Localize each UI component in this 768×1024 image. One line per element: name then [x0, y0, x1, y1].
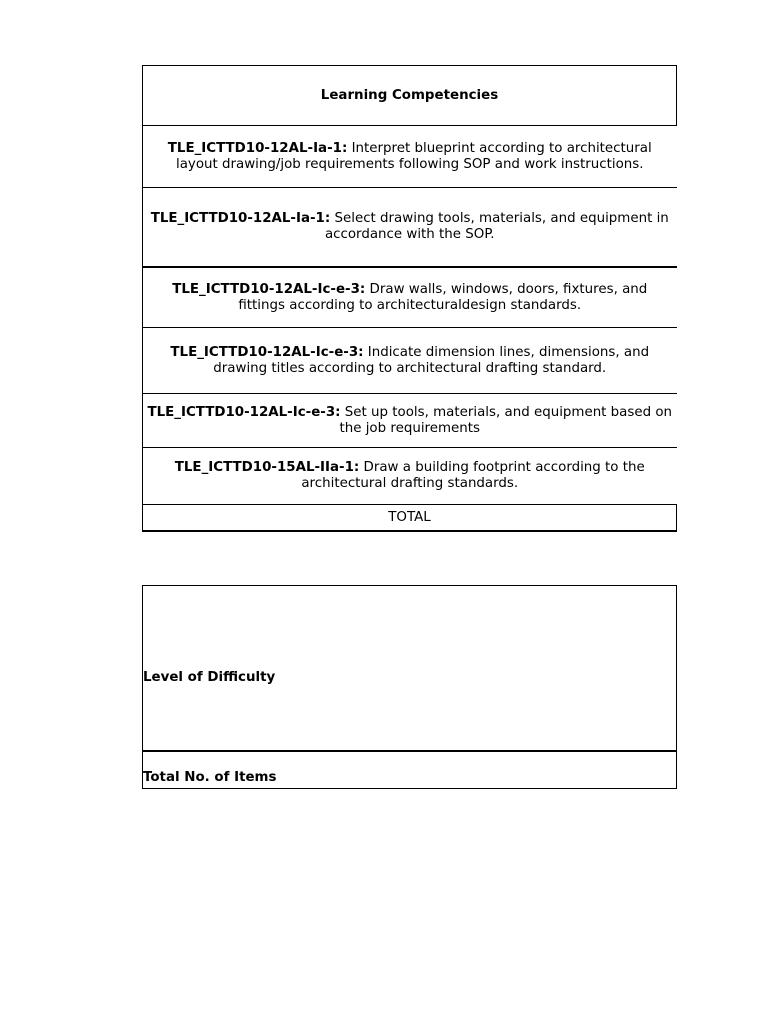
total-items-label: Total No. of Items [143, 769, 277, 785]
competency-text: Draw walls, windows, doors, fixtures, and fittings according to architecturaldesign standards. [238, 281, 648, 313]
difficulty-table [142, 585, 677, 789]
competency-cell [143, 126, 677, 188]
competency-text: Indicate dimension lines, dimensions, and drawing titles according to architectural drafting standard. [213, 344, 650, 376]
level-of-difficulty-label: Level of Difficulty [143, 669, 276, 685]
competency-text: Draw a building footprint according to the architectural drafting standards. [301, 460, 645, 491]
competency-cell [143, 328, 677, 394]
total-label: TOTAL [143, 505, 677, 532]
competency-text: Select drawing tools, materials, and equipment in accordance with the SOP. [324, 211, 669, 242]
competency-cell [143, 448, 677, 505]
competency-cell [143, 188, 677, 268]
competency-code: TLE_ICTTD10-12AL-Ic-e-3: [170, 344, 364, 360]
level-of-difficulty-cell [143, 586, 677, 752]
competency-code: TLE_ICTTD10-12AL-Ia-1: [167, 140, 348, 156]
competency-code: TLE_ICTTD10-12AL-Ia-1: [150, 211, 331, 226]
competency-cell [143, 267, 677, 328]
learning-competencies-header: Learning Competencies [143, 66, 677, 126]
learning-competencies-table [142, 65, 677, 532]
competency-code: TLE_ICTTD10-12AL-Ic-e-3: [172, 281, 366, 297]
competency-code: TLE_ICTTD10-15AL-IIa-1: [174, 460, 360, 475]
competency-text: Interpret blueprint according to architectural layout drawing/job requirements following SOP and work instructions. [175, 140, 652, 172]
competency-text: Set up tools, materials, and equipment based on the job requirements [339, 404, 673, 436]
total-items-cell [143, 751, 677, 789]
competency-cell [143, 394, 677, 448]
competency-code: TLE_ICTTD10-12AL-Ic-e-3: [147, 404, 341, 420]
